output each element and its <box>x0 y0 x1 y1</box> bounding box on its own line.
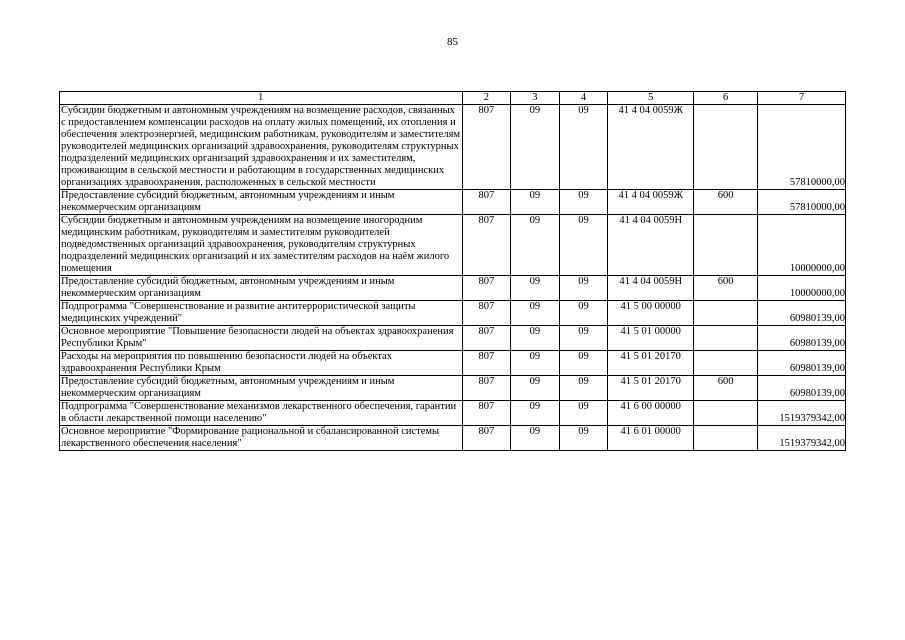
target-article-cell: 41 6 00 00000 <box>608 401 694 426</box>
expense-type-cell: 600 <box>694 276 758 301</box>
subsection-code-cell: 09 <box>559 426 608 451</box>
item-name-cell: Предоставление субсидий бюджетным, автономным учреждениям и иным некоммерческим организациям <box>60 376 463 401</box>
header-cell: 4 <box>559 92 608 105</box>
section-code-cell: 09 <box>511 276 560 301</box>
item-name-cell: Расходы на мероприятия по повышению безопасности людей на объектах здравоохранения Республики Крым <box>60 351 463 376</box>
amount-cell: 1519379342,00 <box>757 401 845 426</box>
expense-type-cell <box>694 301 758 326</box>
ministry-code-cell: 807 <box>462 376 511 401</box>
section-code-cell: 09 <box>511 190 560 215</box>
ministry-code-cell: 807 <box>462 190 511 215</box>
header-cell: 6 <box>694 92 758 105</box>
ministry-code-cell: 807 <box>462 276 511 301</box>
table-row <box>60 326 846 351</box>
amount-cell: 57810000,00 <box>757 190 845 215</box>
ministry-code-cell: 807 <box>462 215 511 276</box>
section-code-cell: 09 <box>511 426 560 451</box>
item-name-cell: Подпрограмма "Совершенствование и развитие антитеррористической защиты медицинских учреждений" <box>60 301 463 326</box>
expense-type-cell <box>694 105 758 190</box>
amount-cell: 10000000,00 <box>757 215 845 276</box>
target-article-cell: 41 4 04 0059Ж <box>608 105 694 190</box>
subsection-code-cell: 09 <box>559 105 608 190</box>
header-cell: 7 <box>757 92 845 105</box>
expense-type-cell <box>694 351 758 376</box>
amount-cell: 57810000,00 <box>757 105 845 190</box>
table-row <box>60 426 846 451</box>
target-article-cell: 41 5 01 20170 <box>608 376 694 401</box>
ministry-code-cell: 807 <box>462 351 511 376</box>
subsection-code-cell: 09 <box>559 326 608 351</box>
target-article-cell: 41 4 04 0059Н <box>608 215 694 276</box>
amount-cell: 60980139,00 <box>757 326 845 351</box>
amount-cell: 60980139,00 <box>757 301 845 326</box>
amount-cell: 1519379342,00 <box>757 426 845 451</box>
item-name-cell: Предоставление субсидий бюджетным, автономным учреждениям и иным некоммерческим организациям <box>60 190 463 215</box>
table-row <box>60 190 846 215</box>
subsection-code-cell: 09 <box>559 401 608 426</box>
section-code-cell: 09 <box>511 376 560 401</box>
header-cell: 1 <box>60 92 463 105</box>
table-row <box>60 215 846 276</box>
header-cell: 3 <box>511 92 560 105</box>
budget-table <box>59 91 846 451</box>
expense-type-cell: 600 <box>694 190 758 215</box>
item-name-cell: Основное мероприятие "Повышение безопасности людей на объектах здравоохранения Республики Крым" <box>60 326 463 351</box>
target-article-cell: 41 5 00 00000 <box>608 301 694 326</box>
section-code-cell: 09 <box>511 301 560 326</box>
subsection-code-cell: 09 <box>559 215 608 276</box>
item-name-cell: Подпрограмма "Совершенствование механизмов лекарственного обеспечения, гарантии в области лекарственной помощи населению" <box>60 401 463 426</box>
table-row <box>60 376 846 401</box>
amount-cell: 60980139,00 <box>757 351 845 376</box>
section-code-cell: 09 <box>511 326 560 351</box>
table-row <box>60 401 846 426</box>
section-code-cell: 09 <box>511 401 560 426</box>
target-article-cell: 41 5 01 20170 <box>608 351 694 376</box>
expense-type-cell <box>694 215 758 276</box>
section-code-cell: 09 <box>511 351 560 376</box>
header-cell: 2 <box>462 92 511 105</box>
table-row <box>60 105 846 190</box>
amount-cell: 60980139,00 <box>757 376 845 401</box>
table-row <box>60 276 846 301</box>
ministry-code-cell: 807 <box>462 301 511 326</box>
expense-type-cell <box>694 326 758 351</box>
item-name-cell: Субсидии бюджетным и автономным учреждениям на возмещение иногородним медицинским работникам, руководителям и заместителям руководителей подведомственных организаций здравоохранения, руководителям структурных подразделений медицинских организаций и их заместителям расходов на наём жилого помещения <box>60 215 463 276</box>
expense-type-cell <box>694 426 758 451</box>
target-article-cell: 41 4 04 0059Н <box>608 276 694 301</box>
ministry-code-cell: 807 <box>462 326 511 351</box>
item-name-cell: Предоставление субсидий бюджетным, автономным учреждениям и иным некоммерческим организациям <box>60 276 463 301</box>
page-number: 85 <box>447 36 458 48</box>
subsection-code-cell: 09 <box>559 351 608 376</box>
amount-cell: 10000000,00 <box>757 276 845 301</box>
table-row <box>60 301 846 326</box>
header-cell: 5 <box>608 92 694 105</box>
item-name-cell: Субсидии бюджетным и автономным учреждениям на возмещение расходов, связанных с предоставлением компенсации расходов на оплату жилых помещений, их отопления и обеспечения электроэнергией, медицинским работникам, руководителям и заместителям руководителей медицинских организаций здравоохранения, руководителям структурных подразделений медицинских организаций здравоохранения и их заместителям, проживающим в сельской местности и работающим в государственных медицинских организациях здравоохранения, расположенных в сельской местности <box>60 105 463 190</box>
header-row <box>60 92 846 105</box>
section-code-cell: 09 <box>511 105 560 190</box>
subsection-code-cell: 09 <box>559 276 608 301</box>
section-code-cell: 09 <box>511 215 560 276</box>
ministry-code-cell: 807 <box>462 105 511 190</box>
target-article-cell: 41 6 01 00000 <box>608 426 694 451</box>
target-article-cell: 41 5 01 00000 <box>608 326 694 351</box>
ministry-code-cell: 807 <box>462 401 511 426</box>
ministry-code-cell: 807 <box>462 426 511 451</box>
subsection-code-cell: 09 <box>559 376 608 401</box>
item-name-cell: Основное мероприятие "Формирование рациональной и сбалансированной системы лекарственного обеспечения населения" <box>60 426 463 451</box>
subsection-code-cell: 09 <box>559 190 608 215</box>
expense-type-cell: 600 <box>694 376 758 401</box>
table-row <box>60 351 846 376</box>
target-article-cell: 41 4 04 0059Ж <box>608 190 694 215</box>
subsection-code-cell: 09 <box>559 301 608 326</box>
expense-type-cell <box>694 401 758 426</box>
